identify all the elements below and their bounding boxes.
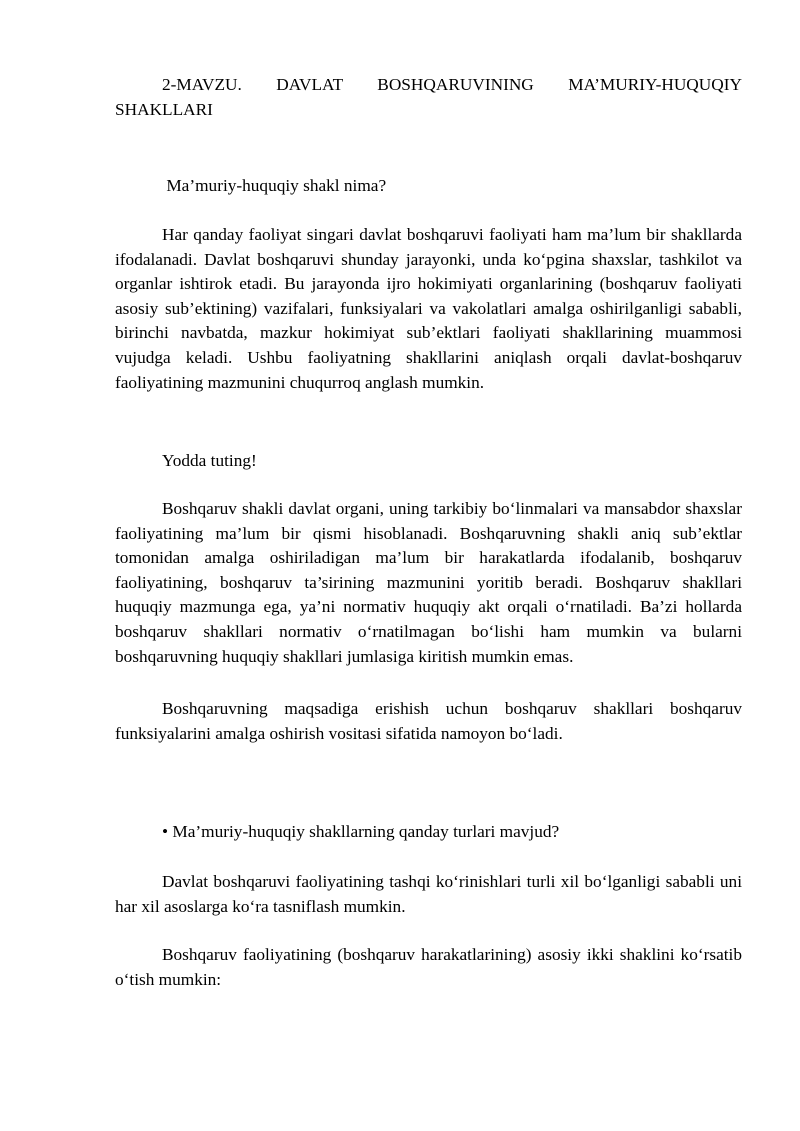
question-heading-1: Ma’muriy-huquqiy shakl nima?: [162, 176, 387, 195]
paragraph-3: Boshqaruvning maqsadiga erishish uchun boshqaruv shakllari boshqaruv funksiyalarini amalga oshirish vositasi sifatida namoyon bo‘ladi.: [115, 699, 742, 743]
paragraph-2: Boshqaruv shakli davlat organi, uning tarkibiy bo‘linmalari va mansabdor shaxslar faoliyatining ma’lum bir qismi hisoblanadi. Boshqaruvning shakli aniq sub’ektlar tomonidan amalga oshiriladigan ma’lum bir harakatlarda ifodalanib, boshqaruv faoliyatining, boshqaruv ta’sirining mazmunini yoritib beradi. Boshqaruv shakllari huquqiy mazmunga ega, ya’ni normativ huquqiy akt orqali o‘rnatiladi. Ba’zi hollarda boshqaruv shakllari normativ o‘rnatilmagan bo‘lishi ham mumkin va bularni boshqaruvning huquqiy shakllari jumlasiga kiritish mumkin emas.: [115, 499, 742, 666]
paragraph-4: Davlat boshqaruvi faoliyatining tashqi ko‘rinishlari turli xil bo‘lganligi sababli uni har xil asoslarga ko‘ra tasniflash mumkin.: [115, 872, 742, 916]
paragraph-5: Boshqaruv faoliyatining (boshqaruv harakatlarining) asosiy ikki shaklini ko‘rsatib o‘tish mumkin:: [115, 945, 742, 989]
paragraph-1: Har qanday faoliyat singari davlat boshqaruvi faoliyati ham ma’lum bir shakllarda ifodalanadi. Davlat boshqaruvi shunday jarayonki, unda ko‘pgina shaxslar, tashkilot va organlar ishtirok etadi. Bu jarayonda ijro hokimiyati organlarining (boshqaruv faoliyati asosiy sub’ektining) vazifalari, funksiyalari va vakolatlari amalga oshirilganligi sababli, birinchi navbatda, mazkur hokimiyat sub’ektlari faoliyati shakllarining muammosi vujudga keladi. Ushbu faoliyatning shakllarini aniqlash orqali davlat-boshqaruv faoliyatining mazmunini chuqurroq anglash mumkin.: [115, 225, 742, 392]
question-heading-2: • Ma’muriy-huquqiy shakllarning qanday turlari mavjud?: [162, 822, 560, 841]
reminder-heading: Yodda tuting!: [162, 451, 257, 470]
document-title: 2-MAVZU. DAVLAT BOSHQARUVINING MA’MURIY-HUQUQIY SHAKLLARI: [115, 75, 742, 119]
